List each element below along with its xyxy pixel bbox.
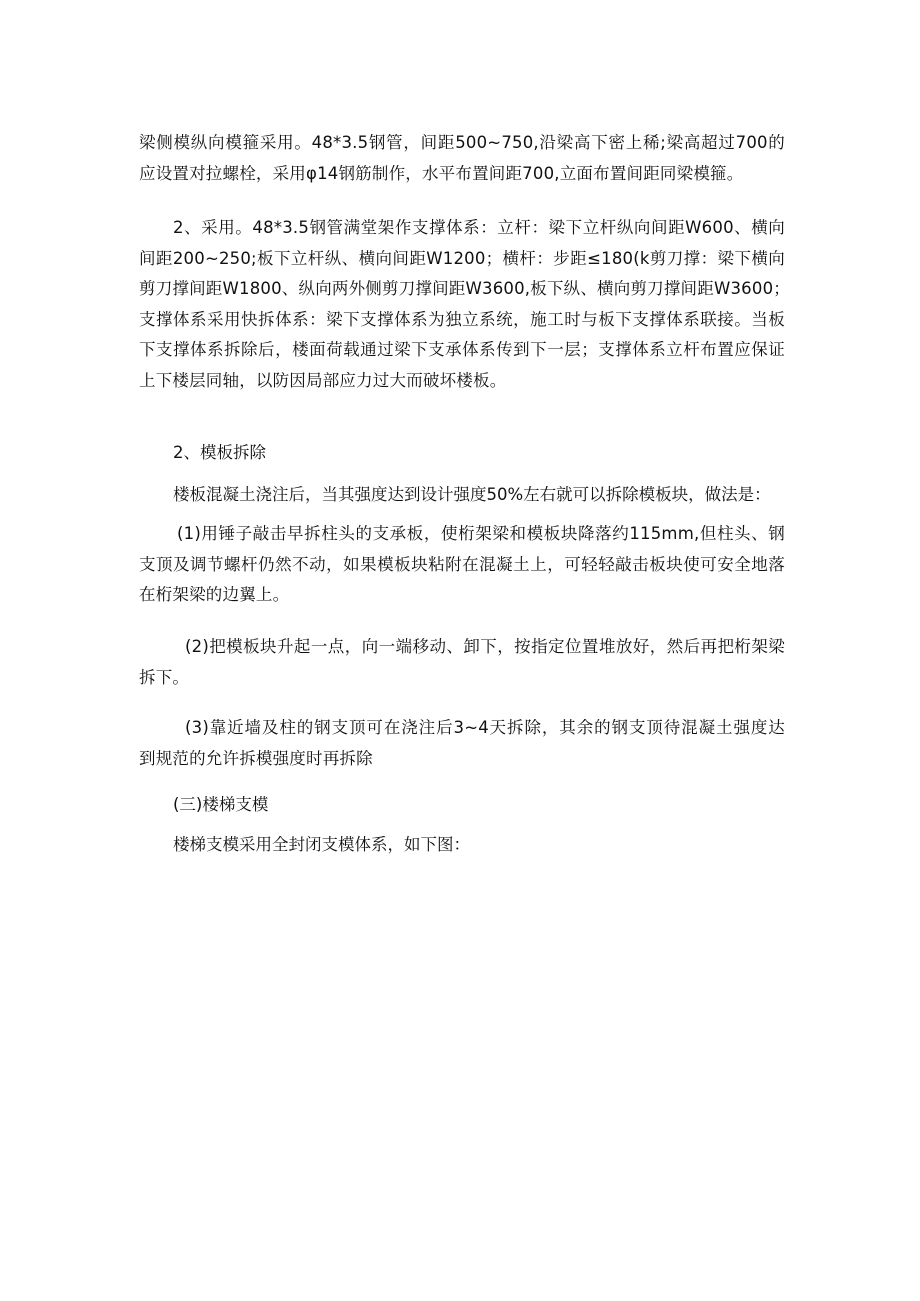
paragraph-step-1 [139, 519, 785, 611]
paragraph-step-2 [139, 632, 785, 693]
text-line: 拆下。 [139, 667, 190, 687]
text-line: 到规范的允许拆模强度时再拆除 [139, 748, 373, 768]
text-line: 应设置对拉螺栓，采用φ14钢筋制作，水平布置间距700,立面布置间距同梁模箍。 [139, 163, 744, 183]
text-line: 间距200~250;板下立杆纵、横向间距W1200；横杆：步距≤180(k剪刀撑：梁下横向 [139, 248, 785, 268]
text-line: 支顶及调节螺杆仍然不动，如果模板块粘附在混凝土上，可轻轻敲击板块使可安全地落 [139, 554, 785, 574]
text-line: 在桁架梁的边翼上。 [139, 585, 290, 604]
paragraph-beam-side-formwork [139, 128, 785, 189]
text-line: 剪刀撑间距W1800、纵向两外侧剪刀撑间距W3600,板下纵、横向剪刀撑间距W3600； [139, 279, 790, 298]
text-line: (3)靠近墙及柱的钢支顶可在浇注后3~4天拆除，其余的钢支顶待混凝土强度达 [185, 718, 785, 737]
text-line: 下支撑体系拆除后，楼面荷载通过梁下支承体系传到下一层；支撑体系立杆布置应保证 [139, 340, 785, 359]
section-heading-stair-formwork: (三)楼梯支模 [173, 795, 269, 814]
text-line: 上下楼层同轴，以防因局部应力过大而破坏楼板。 [139, 370, 507, 390]
paragraph-stair-formwork: 楼梯支模采用全封闭支模体系，如下图： [173, 835, 470, 854]
section-heading-formwork-removal: 2、模板拆除 [173, 443, 266, 462]
text-line: (2)把模板块升起一点，向一端移动、卸下，按指定位置堆放好，然后再把桁架梁 [185, 637, 785, 656]
paragraph-step-3 [139, 713, 785, 774]
text-line: 支撑体系采用快拆体系：梁下支撑体系为独立系统，施工时与板下支撑体系联接。当板 [139, 309, 785, 329]
text-line: 2、采用。48*3.5钢管满堂架作支撑体系：立杆：梁下立杆纵向间距W600、横向 [173, 218, 785, 237]
paragraph-support-system [139, 213, 790, 396]
paragraph-removal-intro: 楼板混凝土浇注后，当其强度达到设计强度50%左右就可以拆除模板块，做法是： [173, 485, 771, 504]
text-line: 梁侧模纵向模箍采用。48*3.5钢管，间距500~750,沿梁高下密上稀;梁高超过700的 [139, 133, 785, 152]
text-line: (1)用锤子敲击早拆柱头的支承板，使桁架梁和模板块降落约115mm,但柱头、钢 [177, 524, 785, 543]
